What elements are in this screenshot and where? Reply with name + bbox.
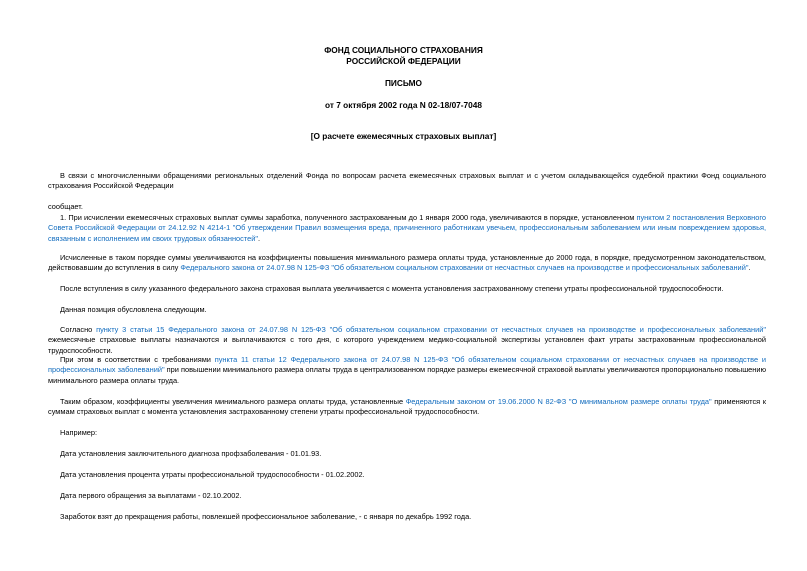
text-segment: .	[748, 263, 751, 273]
law-82-fz-link[interactable]: Федеральным законом от 19.06.2000 N 82-ФЗ "О минимальном размере оплаты труда"	[405, 397, 712, 406]
paragraph-coefficients	[48, 253, 766, 274]
paragraph-after-law: После вступления в силу указанного федерального закона страховая выплата увеличивается с момента установления застрахованному степени утраты профессиональной трудоспособности.	[60, 284, 724, 293]
paragraph-article-15	[48, 325, 766, 356]
paragraph-intro: В связи с многочисленными обращениями региональных отделений Фонда по вопросам расчета ежемесячных страховых выплат и с учетом складывающейся судебной практики Фонд социального страхования Российской Федерации	[48, 171, 766, 191]
text-segment: .	[258, 233, 261, 243]
text-segment: Согласно	[60, 325, 97, 334]
paragraph-reports: сообщает.	[48, 202, 83, 211]
doc-type: ПИСЬМО	[384, 78, 423, 88]
org-name-line1: ФОНД СОЦИАЛЬНОГО СТРАХОВАНИЯ	[324, 45, 483, 55]
paragraph-item-1	[48, 213, 766, 244]
paragraph-article-12	[48, 355, 766, 386]
paragraph-example: Например:	[60, 428, 98, 437]
text-segment: 1. При исчислении ежемесячных страховых выплат суммы заработка, полученного застрахованным до 1 января 2000 года, увеличиваются в порядке, установленном	[60, 213, 637, 222]
text-segment: При этом в соответствии с требованиями	[60, 355, 215, 364]
paragraph-diagnosis-date: Дата установления заключительного диагноза профзаболевания - 01.01.93.	[60, 449, 322, 458]
paragraph-disability-date: Дата установления процента утраты профессиональной трудоспособности - 01.02.2002.	[60, 470, 365, 479]
paragraph-position: Данная позиция обусловлена следующим.	[60, 305, 207, 314]
law-125-fz-art12-link[interactable]: пункта 11 статьи 12 Федерального закона от 24.07.98 N 125-ФЗ "Об обязательном социальном страховании от несчастных случаев на производстве и профессиональных заболеваний"	[48, 355, 766, 375]
paragraph-conclusion	[48, 397, 766, 418]
decree-4214-1-link[interactable]: пунктом 2 постановления Верховного Совета Российской Федерации от 24.12.92 N 4214-1 "Об утверждении Правил возмещения вреда, причиненного работникам увечьем, профессиональным заболеванием или иным повреждением здоровья, связанным с исполнением им своих трудовых обязанностей"	[48, 213, 766, 243]
doc-subject: [О расчете ежемесячных страховых выплат]	[310, 131, 497, 141]
law-125-fz-link[interactable]: Федерального закона от 24.07.98 N 125-ФЗ "Об обязательном социальном страховании от несчастных случаев на производстве и профессиональных заболеваний"	[180, 263, 749, 273]
text-segment: применяются к суммам страховых выплат с момента установления застрахованному степени утраты профессиональной трудоспособности.	[48, 397, 766, 417]
org-name-line2: РОССИЙСКОЙ ФЕДЕРАЦИИ	[346, 56, 461, 66]
paragraph-earnings-period: Заработок взят до прекращения работы, повлекшей профессиональное заболевание, - с января по декабрь 1992 года.	[60, 512, 472, 521]
doc-date-number: от 7 октября 2002 года N 02-18/07-7048	[324, 100, 483, 110]
text-segment: при повышении минимального размера оплаты труда в централизованном порядке размеры ежемесячной страховой выплаты увеличиваются пропорционально повышению минимального размера оплаты труда.	[48, 365, 766, 385]
law-125-fz-art15-link[interactable]: пункту 3 статьи 15 Федерального закона от 24.07.98 N 125-ФЗ "Об обязательном социальном страховании от несчастных случаев на производстве и профессиональных заболеваний"	[96, 325, 766, 334]
text-segment: Таким образом, коэффициенты увеличения минимального размера оплаты труда, установленные	[60, 397, 406, 406]
text-segment: ежемесячные страховые выплаты назначаются и выплачиваются с того дня, с которого учреждением медико-социальной экспертизы установлен факт утраты застрахованным профессиональной трудоспособности.	[48, 335, 766, 355]
paragraph-first-claim-date: Дата первого обращения за выплатами - 02.10.2002.	[60, 491, 242, 500]
text-segment: Исчисленные в таком порядке суммы увеличиваются на коэффициенты повышения минимального размера оплаты труда, установленные до 2000 года, в порядке, предусмотренном законодательством, действовавшим до вступления в силу	[48, 253, 766, 273]
